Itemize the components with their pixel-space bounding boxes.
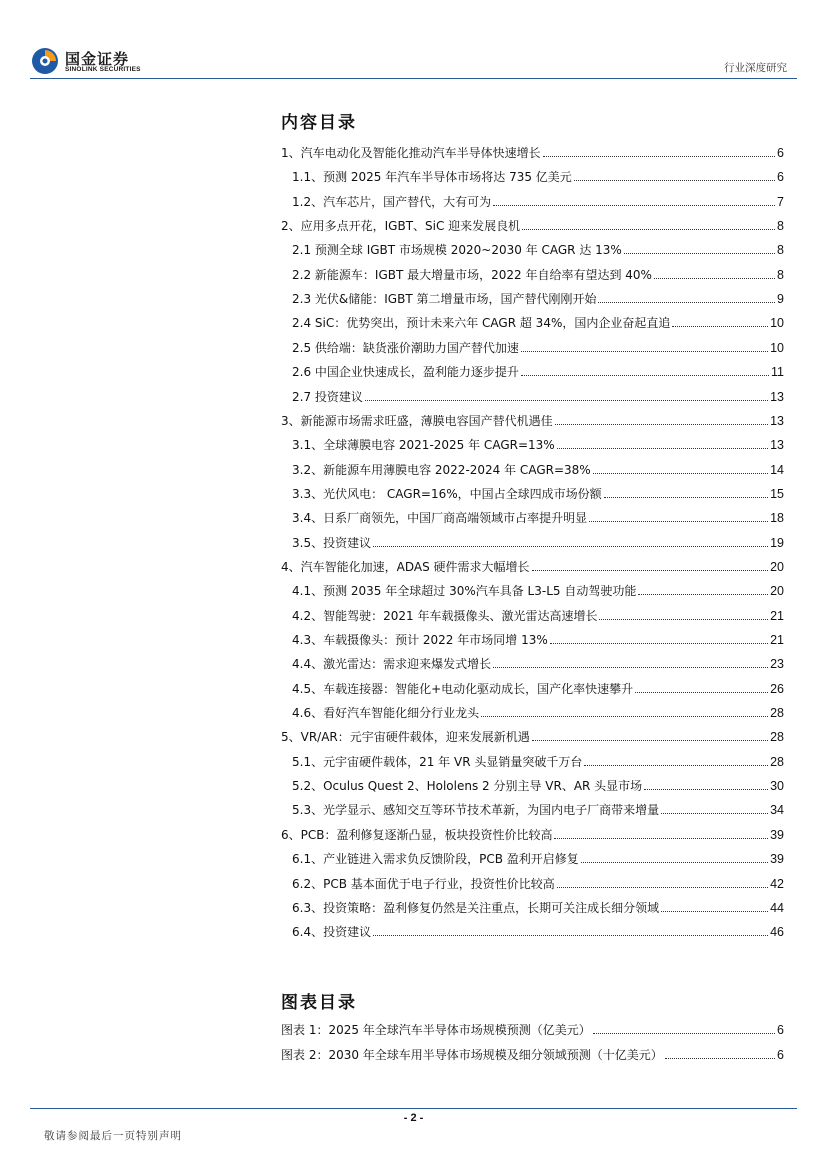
toc-entry-page: 42 (770, 876, 784, 891)
toc-entry-page: 14 (770, 462, 784, 477)
dot-leader (521, 375, 769, 376)
toc-entry[interactable] (281, 387, 784, 405)
toc-entry-page: 28 (770, 730, 784, 745)
toc-entry-page: 46 (770, 925, 784, 940)
sinolink-logo-icon (30, 46, 60, 76)
toc-entry[interactable] (281, 533, 784, 551)
figure-entry[interactable] (281, 1020, 784, 1038)
toc-entry[interactable] (281, 606, 784, 624)
toc-entry[interactable] (281, 460, 784, 478)
toc-entry[interactable] (281, 679, 784, 697)
dot-leader (589, 521, 768, 522)
dot-leader (373, 546, 768, 547)
toc-entry-page: 10 (770, 316, 784, 331)
toc-entry[interactable] (281, 849, 784, 867)
toc-entry[interactable] (281, 752, 784, 770)
toc-entry-text: 6、PCB：盈利修复逐渐凸显，板块投资性价比较高 (281, 827, 553, 842)
toc-entry-text: 2.2 新能源车：IGBT 最大增量市场，2022 年自给率有望达到 40% (292, 267, 652, 282)
dot-leader (373, 935, 768, 936)
toc-entry-text: 6.1、产业链进入需求负反馈阶段，PCB 盈利开启修复 (292, 852, 579, 867)
toc-entry-page: 8 (777, 267, 784, 282)
toc-entry[interactable] (281, 508, 784, 526)
dot-leader (665, 1058, 775, 1059)
dot-leader (581, 862, 768, 863)
toc-entry[interactable] (281, 703, 784, 721)
toc-entry[interactable] (281, 435, 784, 453)
toc-entry-page: 13 (770, 413, 784, 428)
toc-entry-text: 5、VR/AR：元宇宙硬件载体，迎来发展新机遇 (281, 730, 530, 745)
toc-entry[interactable] (281, 167, 784, 185)
toc-entry[interactable] (281, 411, 784, 429)
dot-leader (543, 156, 775, 157)
toc-entry[interactable] (281, 727, 784, 745)
dot-leader (638, 594, 768, 595)
toc-entry-page: 20 (770, 559, 784, 574)
toc-entry[interactable] (281, 581, 784, 599)
toc-entry[interactable] (281, 362, 784, 380)
dot-leader (555, 424, 768, 425)
toc-entry-page: 23 (770, 657, 784, 672)
toc-entry-page: 8 (777, 243, 784, 258)
dot-leader (593, 473, 768, 474)
toc-entry-page: 18 (770, 511, 784, 526)
dot-leader (532, 740, 768, 741)
toc-entry-page: 39 (770, 852, 784, 867)
toc-entry[interactable] (281, 338, 784, 356)
header-divider (30, 78, 797, 79)
toc-entry-page: 26 (770, 681, 784, 696)
dot-leader (481, 716, 768, 717)
dot-leader (557, 887, 768, 888)
toc-entry-text: 4.1、预测 2035 年全球超过 30%汽车具备 L3-L5 自动驾驶功能 (292, 584, 637, 599)
toc-entry-page: 21 (770, 633, 784, 647)
toc-entry-text: 3.2、新能源车用薄膜电容 2022-2024 年 CAGR=38% (292, 462, 591, 477)
toc-entry-text: 4.4、激光雷达：需求迎来爆发式增长 (292, 657, 492, 672)
figure-entry-text: 图表 2：2030 年全球车用半导体市场规模及细分领域预测（十亿美元） (281, 1047, 663, 1062)
page-number: - 2 - (403, 1112, 424, 1124)
toc-entry-text: 2、应用多点开花，IGBT、SiC 迎来发展良机 (281, 219, 521, 234)
dot-leader (554, 838, 768, 839)
logo-english-name: SINOLINK SECURITIES (65, 66, 141, 73)
toc-entry-page: 21 (770, 608, 784, 623)
toc-entry[interactable] (281, 557, 784, 575)
toc-entry-text: 1.1、预测 2025 年汽车半导体市场将达 735 亿美元 (292, 170, 572, 185)
toc-entry[interactable] (281, 240, 784, 258)
toc-entry-text: 3.1、全球薄膜电容 2021-2025 年 CAGR=13% (292, 438, 555, 453)
toc-entry-page: 7 (777, 194, 784, 209)
toc-entry-page: 28 (770, 706, 784, 721)
toc-entry-text: 3、新能源市场需求旺盛，薄膜电容国产替代机遇佳 (281, 413, 553, 428)
toc-entry-page: 10 (770, 340, 784, 355)
toc-entry[interactable] (281, 313, 784, 331)
toc-entry-page: 15 (770, 486, 784, 501)
logo-chinese-name: 国金证券 (65, 50, 130, 68)
dot-leader (635, 692, 768, 693)
toc-entry-page: 8 (777, 219, 784, 234)
dot-leader (624, 253, 775, 254)
dot-leader (672, 326, 768, 327)
dot-leader (365, 400, 768, 401)
toc-entry-page: 6 (777, 146, 784, 160)
disclaimer-text: 敬请参阅最后一页特别声明 (44, 1130, 182, 1142)
dot-leader (599, 619, 768, 620)
toc-entry[interactable] (281, 484, 784, 502)
toc-entry[interactable] (281, 874, 784, 892)
toc-entry[interactable] (281, 776, 784, 794)
toc-entry-page: 9 (777, 292, 784, 307)
dot-leader (598, 302, 775, 303)
figure-list-title: 图表目录 (281, 993, 357, 1013)
toc-entry[interactable] (281, 825, 784, 843)
toc-entry[interactable] (281, 216, 784, 234)
toc-entry-text: 2.1 预测全球 IGBT 市场规模 2020~2030 年 CAGR 达 13% (292, 243, 622, 258)
figure-entry-page: 6 (777, 1047, 784, 1062)
toc-entry-text: 4.3、车载摄像头：预计 2022 年市场同增 13% (292, 633, 548, 647)
toc-entry-page: 30 (770, 779, 784, 794)
toc-entry-text: 3.4、日系厂商领先，中国厂商高端领域市占率提升明显 (292, 511, 588, 526)
dot-leader (493, 667, 768, 668)
toc-entry[interactable] (281, 265, 784, 283)
toc-entry-page: 20 (770, 584, 784, 599)
toc-entry-text: 2.7 投资建议 (292, 389, 363, 404)
toc-entry-text: 2.5 供给端：缺货涨价潮助力国产替代加速 (292, 340, 519, 355)
company-logo (30, 46, 155, 76)
toc-entry-page: 11 (771, 365, 784, 380)
page-header (0, 0, 827, 80)
dot-leader (661, 813, 768, 814)
toc-entry-text: 1、汽车电动化及智能化推动汽车半导体快速增长 (281, 146, 541, 160)
toc-entry-text: 2.4 SiC：优势突出，预计未来六年 CAGR 超 34%，国内企业奋起直追 (292, 316, 671, 331)
report-category: 行业深度研究 (724, 62, 787, 74)
dot-leader (522, 229, 775, 230)
toc-entry-text: 5.3、光学显示、感知交互等环节技术革新，为国内电子厂商带来增量 (292, 803, 660, 818)
toc-entry-page: 44 (770, 900, 784, 915)
toc-entry-text: 6.4、投资建议 (292, 925, 372, 940)
dot-leader (550, 643, 768, 644)
dot-leader (661, 911, 768, 912)
dot-leader (493, 205, 775, 206)
toc-entry-text: 4.2、智能驾驶：2021 年车载摄像头、激光雷达高速增长 (292, 608, 598, 623)
dot-leader (604, 497, 768, 498)
toc-entry-text: 2.3 光伏&储能：IGBT 第二增量市场，国产替代刚刚开始 (292, 292, 597, 307)
toc-entry-text: 4.5、车载连接器：智能化+电动化驱动成长，国产化率快速攀升 (292, 681, 634, 696)
dot-leader (557, 448, 768, 449)
toc-entry-text: 3.3、光伏风电： CAGR=16%，中国占全球四成市场份额 (292, 486, 602, 501)
toc-entry-text: 4.6、看好汽车智能化细分行业龙头 (292, 706, 480, 721)
toc-entry[interactable] (281, 630, 784, 648)
toc-entry-page: 34 (770, 803, 784, 818)
figure-entry[interactable] (281, 1045, 784, 1063)
toc-entry[interactable] (281, 898, 784, 916)
footer-divider (30, 1108, 797, 1109)
dot-leader (584, 765, 768, 766)
toc-title: 内容目录 (281, 113, 357, 133)
toc-entry-text: 4、汽车智能化加速，ADAS 硬件需求大幅增长 (281, 559, 530, 574)
toc-entry-text: 5.1、元宇宙硬件载体，21 年 VR 头显销量突破千万台 (292, 754, 583, 769)
dot-leader (644, 789, 768, 790)
toc-entry-text: 1.2、汽车芯片，国产替代，大有可为 (292, 194, 492, 209)
figure-entry-page: 6 (777, 1023, 784, 1037)
figure-entry-text: 图表 1：2025 年全球汽车半导体市场规模预测（亿美元） (281, 1023, 591, 1037)
dot-leader (532, 570, 769, 571)
toc-entry-page: 13 (770, 389, 784, 404)
toc-entry[interactable] (281, 192, 784, 210)
dot-leader (654, 278, 775, 279)
toc-entry-page: 13 (770, 438, 784, 453)
toc-entry-page: 39 (770, 827, 784, 842)
toc-entry[interactable] (281, 800, 784, 818)
dot-leader (593, 1033, 775, 1034)
toc-entry[interactable] (281, 289, 784, 307)
toc-entry[interactable] (281, 143, 784, 161)
toc-entry-text: 6.2、PCB 基本面优于电子行业，投资性价比较高 (292, 876, 555, 891)
toc-entry-page: 6 (777, 170, 784, 185)
toc-entry-text: 5.2、Oculus Quest 2、Hololens 2 分别主导 VR、AR 头显市场 (292, 779, 643, 794)
toc-entry-page: 19 (770, 535, 784, 550)
dot-leader (521, 351, 768, 352)
toc-entry[interactable] (281, 922, 784, 940)
toc-entry-text: 2.6 中国企业快速成长，盈利能力逐步提升 (292, 365, 519, 380)
toc-entry-text: 6.3、投资策略：盈利修复仍然是关注重点，长期可关注成长细分领域 (292, 900, 660, 915)
toc-entry[interactable] (281, 654, 784, 672)
toc-entry-text: 3.5、投资建议 (292, 535, 372, 550)
toc-entry-page: 28 (770, 754, 784, 769)
dot-leader (574, 180, 775, 181)
